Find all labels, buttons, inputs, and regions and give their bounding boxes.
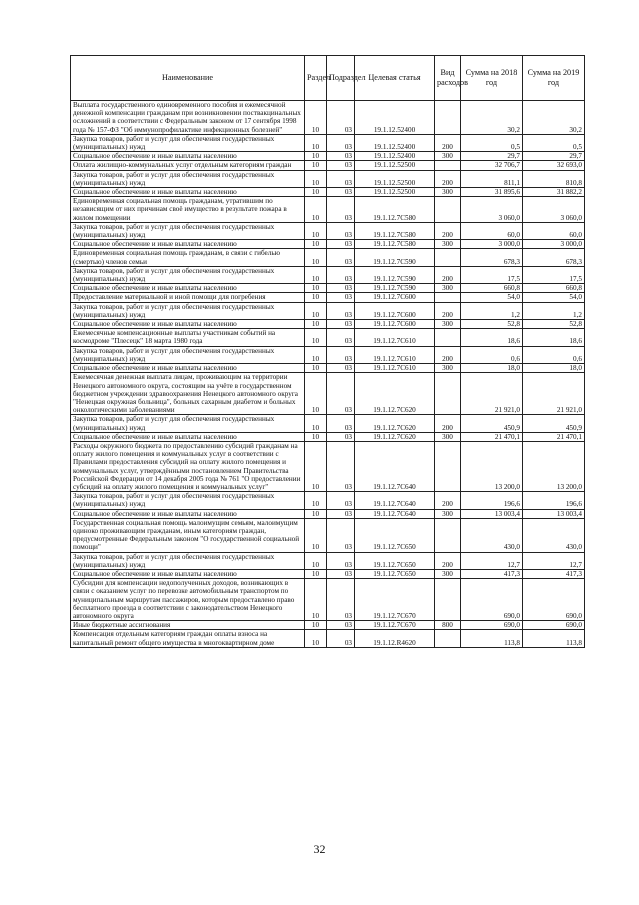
cell-target: 19.1.12.7С580 — [355, 240, 435, 249]
cell-target: 19.1.12.7С650 — [355, 569, 435, 578]
cell-section: 10 — [305, 240, 327, 249]
budget-sheet — [70, 55, 584, 648]
cell-subsection: 03 — [327, 630, 355, 647]
cell-target: 19.1.12.7С620 — [355, 373, 435, 415]
cell-name: Расходы окружного бюджета по предоставлению субсидий гражданам на оплату жилого помещения и коммунальных услуг в соответствии с Правилами предоставления субсидий на оплату жилого помещения и коммунальных услуг, утверждёнными постановлением Правительства Российской Федерации от 14 декабря 2005 года № 761 "О предоставлении субсидий на оплату жилого помещения и коммунальных услуг" — [71, 441, 305, 491]
cell-name: Социальное обеспечение и иные выплаты населению — [71, 569, 305, 578]
cell-name: Предоставление материальной и иной помощи для погребения — [71, 293, 305, 302]
cell-subsection: 03 — [327, 161, 355, 170]
cell-target: 19.1.12.7С670 — [355, 579, 435, 621]
cell-section: 10 — [305, 373, 327, 415]
table-row — [71, 188, 585, 197]
table-body — [71, 101, 585, 648]
cell-name: Компенсация отдельным категориям граждан оплаты взноса на капитальный ремонт общего имущества в многоквартирном доме — [71, 630, 305, 647]
cell-section: 10 — [305, 293, 327, 302]
cell-section: 10 — [305, 170, 327, 187]
cell-subsection: 03 — [327, 197, 355, 223]
cell-target: 19.1.12.7С590 — [355, 284, 435, 293]
table-row — [71, 320, 585, 329]
cell-subsection: 03 — [327, 621, 355, 630]
cell-sum-2019: 18,0 — [523, 364, 585, 373]
cell-section: 10 — [305, 284, 327, 293]
cell-sum-2019: 13 200,0 — [523, 441, 585, 491]
cell-sum-2019: 18,6 — [523, 329, 585, 346]
cell-kind: 200 — [435, 170, 461, 187]
cell-target: 19.1.12.7С580 — [355, 197, 435, 223]
table-row — [71, 432, 585, 441]
cell-target: 19.1.12.7С610 — [355, 364, 435, 373]
cell-kind: 300 — [435, 284, 461, 293]
cell-name: Социальное обеспечение и иные выплаты населению — [71, 364, 305, 373]
cell-sum-2019: 52,8 — [523, 320, 585, 329]
cell-section: 10 — [305, 101, 327, 135]
cell-kind: 200 — [435, 266, 461, 283]
table-row — [71, 152, 585, 161]
cell-kind — [435, 441, 461, 491]
table-row — [71, 302, 585, 319]
cell-target: 19.1.12.7С600 — [355, 293, 435, 302]
cell-sum-2018: 13 003,4 — [461, 509, 523, 518]
cell-sum-2018: 54,0 — [461, 293, 523, 302]
cell-subsection: 03 — [327, 373, 355, 415]
cell-subsection: 03 — [327, 320, 355, 329]
table-row — [71, 364, 585, 373]
cell-sum-2018: 17,5 — [461, 266, 523, 283]
cell-subsection: 03 — [327, 222, 355, 239]
cell-sum-2018: 811,1 — [461, 170, 523, 187]
table-header-row — [71, 56, 585, 101]
cell-section: 10 — [305, 161, 327, 170]
header-kind: Вид расходов — [435, 56, 461, 101]
table-row — [71, 552, 585, 569]
cell-kind: 300 — [435, 188, 461, 197]
cell-kind: 200 — [435, 222, 461, 239]
cell-sum-2019: 417,3 — [523, 569, 585, 578]
cell-subsection: 03 — [327, 552, 355, 569]
table-row — [71, 161, 585, 170]
cell-sum-2019: 21 470,1 — [523, 432, 585, 441]
cell-section: 10 — [305, 432, 327, 441]
cell-section: 10 — [305, 579, 327, 621]
cell-kind — [435, 249, 461, 266]
cell-sum-2018: 0,6 — [461, 346, 523, 363]
cell-name: Выплата государственного единовременного пособия и ежемесячной денежной компенсации гражданам при возникновении поствакцинальных осложнений в соответствии с Федеральным законом от 17 сентября 1998 года № 157-ФЗ "Об иммунопрофилактике инфекционных болезней" — [71, 101, 305, 135]
table-row — [71, 134, 585, 151]
cell-target: 19.1.12.52400 — [355, 101, 435, 135]
cell-target: 19.1.12.7С650 — [355, 518, 435, 552]
cell-kind: 300 — [435, 152, 461, 161]
cell-subsection: 03 — [327, 492, 355, 509]
cell-name: Закупка товаров, работ и услуг для обеспечения государственных (муниципальных) нужд — [71, 552, 305, 569]
cell-subsection: 03 — [327, 441, 355, 491]
table-row — [71, 518, 585, 552]
cell-sum-2019: 3 060,0 — [523, 197, 585, 223]
cell-section: 10 — [305, 249, 327, 266]
cell-subsection: 03 — [327, 364, 355, 373]
cell-kind — [435, 579, 461, 621]
cell-sum-2018: 18,6 — [461, 329, 523, 346]
table-row — [71, 240, 585, 249]
cell-name: Иные бюджетные ассигнования — [71, 621, 305, 630]
cell-name: Оплата жилищно-коммунальных услуг отдельным категориям граждан — [71, 161, 305, 170]
cell-sum-2019: 660,8 — [523, 284, 585, 293]
table-row — [71, 222, 585, 239]
cell-section: 10 — [305, 509, 327, 518]
cell-name: Единовременная социальная помощь гражданам, утратившим по независящим от них причинам своё имущество в результате пожара в жилом помещении — [71, 197, 305, 223]
table-row — [71, 293, 585, 302]
header-section: Раздел — [305, 56, 327, 101]
table-row — [71, 630, 585, 647]
cell-subsection: 03 — [327, 302, 355, 319]
cell-sum-2018: 1,2 — [461, 302, 523, 319]
cell-sum-2019: 690,0 — [523, 621, 585, 630]
cell-name: Социальное обеспечение и иные выплаты населению — [71, 432, 305, 441]
cell-target: 19.1.12.7С650 — [355, 552, 435, 569]
cell-name: Закупка товаров, работ и услуг для обеспечения государственных (муниципальных) нужд — [71, 415, 305, 432]
cell-target: 19.1.12.7С640 — [355, 509, 435, 518]
cell-kind: 800 — [435, 621, 461, 630]
table-row — [71, 284, 585, 293]
cell-kind — [435, 373, 461, 415]
table-row — [71, 373, 585, 415]
cell-sum-2018: 690,0 — [461, 621, 523, 630]
cell-section: 10 — [305, 441, 327, 491]
cell-name: Закупка товаров, работ и услуг для обеспечения государственных (муниципальных) нужд — [71, 266, 305, 283]
table-row — [71, 346, 585, 363]
header-sum-2019: Сумма на 2019 год — [523, 56, 585, 101]
cell-subsection: 03 — [327, 266, 355, 283]
cell-kind — [435, 293, 461, 302]
cell-sum-2018: 60,0 — [461, 222, 523, 239]
cell-sum-2019: 30,2 — [523, 101, 585, 135]
cell-sum-2019: 31 882,2 — [523, 188, 585, 197]
cell-section: 10 — [305, 630, 327, 647]
cell-subsection: 03 — [327, 101, 355, 135]
cell-subsection: 03 — [327, 432, 355, 441]
cell-section: 10 — [305, 552, 327, 569]
table-row — [71, 415, 585, 432]
cell-sum-2019: 113,8 — [523, 630, 585, 647]
cell-subsection: 03 — [327, 569, 355, 578]
cell-sum-2019: 810,8 — [523, 170, 585, 187]
cell-name: Закупка товаров, работ и услуг для обеспечения государственных (муниципальных) нужд — [71, 346, 305, 363]
cell-subsection: 03 — [327, 346, 355, 363]
table-row — [71, 329, 585, 346]
cell-sum-2019: 3 000,0 — [523, 240, 585, 249]
cell-subsection: 03 — [327, 415, 355, 432]
cell-subsection: 03 — [327, 329, 355, 346]
cell-sum-2018: 21 470,1 — [461, 432, 523, 441]
cell-name: Социальное обеспечение и иные выплаты населению — [71, 188, 305, 197]
header-sum-2018: Сумма на 2018 год — [461, 56, 523, 101]
cell-target: 19.1.12.52500 — [355, 170, 435, 187]
cell-section: 10 — [305, 621, 327, 630]
cell-sum-2018: 30,2 — [461, 101, 523, 135]
cell-subsection: 03 — [327, 152, 355, 161]
cell-sum-2019: 21 921,0 — [523, 373, 585, 415]
table-row — [71, 579, 585, 621]
cell-target: 19.1.12.7С600 — [355, 302, 435, 319]
cell-sum-2019: 32 693,0 — [523, 161, 585, 170]
cell-section: 10 — [305, 364, 327, 373]
cell-sum-2019: 690,0 — [523, 579, 585, 621]
cell-kind: 200 — [435, 134, 461, 151]
cell-sum-2018: 678,3 — [461, 249, 523, 266]
cell-sum-2018: 417,3 — [461, 569, 523, 578]
table-row — [71, 492, 585, 509]
cell-name: Социальное обеспечение и иные выплаты населению — [71, 320, 305, 329]
cell-sum-2019: 60,0 — [523, 222, 585, 239]
cell-target: 19.1.12.7С610 — [355, 346, 435, 363]
cell-sum-2019: 13 003,4 — [523, 509, 585, 518]
cell-subsection: 03 — [327, 579, 355, 621]
cell-target: 19.1.12.7С640 — [355, 441, 435, 491]
cell-sum-2019: 54,0 — [523, 293, 585, 302]
header-subsection: Подраздел — [327, 56, 355, 101]
cell-section: 10 — [305, 266, 327, 283]
cell-sum-2018: 18,0 — [461, 364, 523, 373]
cell-kind: 300 — [435, 509, 461, 518]
table-row — [71, 197, 585, 223]
cell-section: 10 — [305, 346, 327, 363]
cell-target: 19.1.12.7С670 — [355, 621, 435, 630]
cell-name: Социальное обеспечение и иные выплаты населению — [71, 509, 305, 518]
cell-section: 10 — [305, 415, 327, 432]
cell-kind: 200 — [435, 415, 461, 432]
cell-name: Социальное обеспечение и иные выплаты населению — [71, 240, 305, 249]
cell-target: 19.1.12.R4620 — [355, 630, 435, 647]
header-name: Наименование — [71, 56, 305, 101]
cell-kind — [435, 161, 461, 170]
cell-kind: 300 — [435, 364, 461, 373]
cell-section: 10 — [305, 302, 327, 319]
cell-kind: 300 — [435, 569, 461, 578]
cell-kind: 300 — [435, 432, 461, 441]
cell-subsection: 03 — [327, 293, 355, 302]
cell-sum-2018: 13 200,0 — [461, 441, 523, 491]
table-row — [71, 101, 585, 135]
cell-target: 19.1.12.52400 — [355, 134, 435, 151]
cell-sum-2018: 450,9 — [461, 415, 523, 432]
cell-kind — [435, 518, 461, 552]
cell-target: 19.1.12.52500 — [355, 188, 435, 197]
cell-subsection: 03 — [327, 188, 355, 197]
header-target: Целевая статья — [355, 56, 435, 101]
cell-section: 10 — [305, 222, 327, 239]
cell-section: 10 — [305, 518, 327, 552]
table-row — [71, 441, 585, 491]
cell-name: Ежемесячные компенсационные выплаты участникам событий на космодроме "Плесецк" 18 марта 1980 года — [71, 329, 305, 346]
cell-sum-2019: 678,3 — [523, 249, 585, 266]
cell-sum-2018: 690,0 — [461, 579, 523, 621]
cell-kind — [435, 329, 461, 346]
cell-sum-2018: 21 921,0 — [461, 373, 523, 415]
cell-sum-2018: 196,6 — [461, 492, 523, 509]
table-row — [71, 170, 585, 187]
cell-section: 10 — [305, 569, 327, 578]
table-row — [71, 266, 585, 283]
table-row — [71, 569, 585, 578]
cell-sum-2018: 3 060,0 — [461, 197, 523, 223]
cell-sum-2019: 1,2 — [523, 302, 585, 319]
cell-sum-2019: 196,6 — [523, 492, 585, 509]
cell-name: Субсидии для компенсации недополученных доходов, возникающих в связи с оказанием услуг по перевозке автомобильным транспортом по муниципальным маршрутам пассажиров, которым предоставлено право бесплатного проезда в соответствии с законодательством Ненецкого автономного округа — [71, 579, 305, 621]
cell-name: Ежемесячная денежная выплата лицам, проживающим на территории Ненецкого автономного округа, состоящим на учёте в государственном бюджетном учреждении здравоохранения Ненецкого автономного округа "Ненецкая окружная больница", больных сахарным диабетом и больных онкологическими заболеваниями — [71, 373, 305, 415]
cell-target: 19.1.12.52500 — [355, 161, 435, 170]
cell-sum-2018: 29,7 — [461, 152, 523, 161]
cell-kind: 200 — [435, 552, 461, 569]
cell-target: 19.1.12.7С590 — [355, 266, 435, 283]
cell-subsection: 03 — [327, 249, 355, 266]
cell-name: Закупка товаров, работ и услуг для обеспечения государственных (муниципальных) нужд — [71, 222, 305, 239]
cell-section: 10 — [305, 188, 327, 197]
cell-sum-2018: 3 000,0 — [461, 240, 523, 249]
cell-sum-2019: 450,9 — [523, 415, 585, 432]
cell-section: 10 — [305, 152, 327, 161]
cell-sum-2019: 12,7 — [523, 552, 585, 569]
cell-kind: 300 — [435, 320, 461, 329]
cell-kind — [435, 630, 461, 647]
cell-section: 10 — [305, 329, 327, 346]
cell-sum-2018: 12,7 — [461, 552, 523, 569]
cell-sum-2018: 32 706,7 — [461, 161, 523, 170]
cell-target: 19.1.12.7С600 — [355, 320, 435, 329]
cell-sum-2019: 0,6 — [523, 346, 585, 363]
cell-sum-2018: 0,5 — [461, 134, 523, 151]
cell-subsection: 03 — [327, 170, 355, 187]
cell-target: 19.1.12.7С610 — [355, 329, 435, 346]
cell-sum-2018: 31 895,6 — [461, 188, 523, 197]
cell-subsection: 03 — [327, 284, 355, 293]
cell-target: 19.1.12.7С620 — [355, 415, 435, 432]
cell-sum-2018: 430,0 — [461, 518, 523, 552]
cell-subsection: 03 — [327, 509, 355, 518]
cell-sum-2019: 0,5 — [523, 134, 585, 151]
cell-kind: 200 — [435, 346, 461, 363]
table-row — [71, 621, 585, 630]
cell-kind: 200 — [435, 492, 461, 509]
budget-table — [70, 55, 585, 648]
cell-sum-2019: 17,5 — [523, 266, 585, 283]
cell-sum-2018: 113,8 — [461, 630, 523, 647]
cell-target: 19.1.12.7С590 — [355, 249, 435, 266]
cell-name: Единовременная социальная помощь гражданам, в связи с гибелью (смертью) членов семьи — [71, 249, 305, 266]
cell-subsection: 03 — [327, 134, 355, 151]
cell-kind: 200 — [435, 302, 461, 319]
cell-name: Социальное обеспечение и иные выплаты населению — [71, 152, 305, 161]
cell-target: 19.1.12.52400 — [355, 152, 435, 161]
cell-sum-2019: 430,0 — [523, 518, 585, 552]
page-number: 32 — [313, 842, 326, 856]
cell-kind: 300 — [435, 240, 461, 249]
cell-section: 10 — [305, 134, 327, 151]
cell-sum-2018: 52,8 — [461, 320, 523, 329]
cell-target: 19.1.12.7С640 — [355, 492, 435, 509]
cell-subsection: 03 — [327, 240, 355, 249]
cell-name: Государственная социальная помощь малоимущим семьям, малоимущим одиноко проживающим гражданам, иным категориям граждан, предусмотренные Федеральным законом "О государственной социальной помощи" — [71, 518, 305, 552]
table-row — [71, 249, 585, 266]
cell-name: Закупка товаров, работ и услуг для обеспечения государственных (муниципальных) нужд — [71, 302, 305, 319]
cell-kind — [435, 197, 461, 223]
table-row — [71, 509, 585, 518]
cell-subsection: 03 — [327, 518, 355, 552]
cell-sum-2018: 660,8 — [461, 284, 523, 293]
cell-sum-2019: 29,7 — [523, 152, 585, 161]
cell-section: 10 — [305, 492, 327, 509]
cell-section: 10 — [305, 197, 327, 223]
cell-target: 19.1.12.7С580 — [355, 222, 435, 239]
cell-name: Закупка товаров, работ и услуг для обеспечения государственных (муниципальных) нужд — [71, 492, 305, 509]
cell-name: Закупка товаров, работ и услуг для обеспечения государственных (муниципальных) нужд — [71, 134, 305, 151]
cell-section: 10 — [305, 320, 327, 329]
cell-name: Социальное обеспечение и иные выплаты населению — [71, 284, 305, 293]
cell-name: Закупка товаров, работ и услуг для обеспечения государственных (муниципальных) нужд — [71, 170, 305, 187]
cell-kind — [435, 101, 461, 135]
cell-target: 19.1.12.7С620 — [355, 432, 435, 441]
